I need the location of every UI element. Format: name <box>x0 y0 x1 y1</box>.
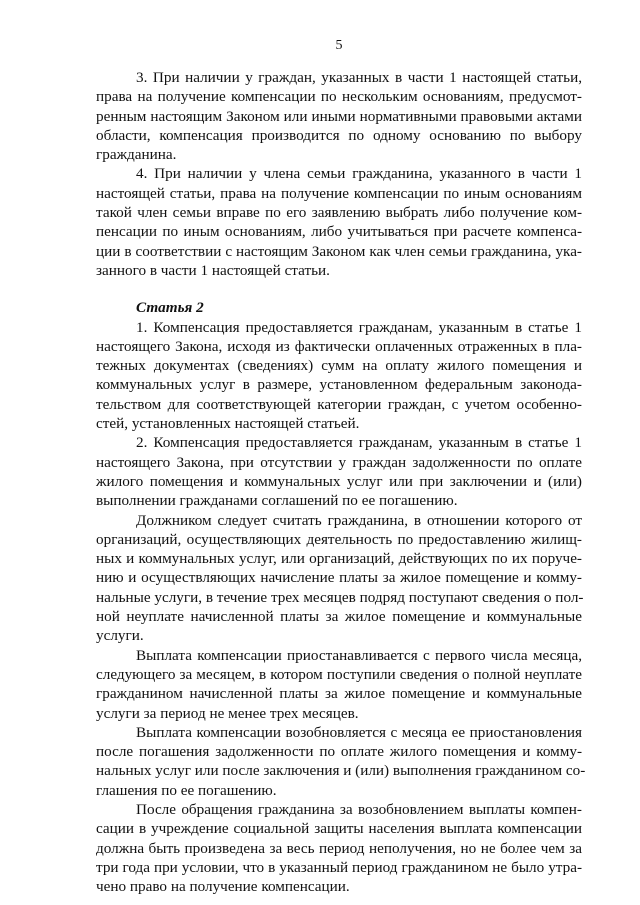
paragraph-line: занного в части 1 настоящей статьи. <box>96 261 330 279</box>
paragraphs-before-heading <box>96 68 582 280</box>
paragraph-line: стей, установленных настоящей статьей. <box>96 415 360 433</box>
paragraph-line: нальные услуги, в течение трех месяцев подряд поступают сведения о пол- <box>96 588 584 606</box>
paragraph-line: ции в соответствии с настоящим Законом как член семьи гражданина, ука- <box>96 242 582 260</box>
paragraph-line: услуги. <box>96 627 144 645</box>
paragraph <box>96 723 586 800</box>
paragraph-line: услуги за период не менее трех месяцев. <box>96 704 359 722</box>
paragraph-line: нию и осуществляющих начисление платы за жилое помещение и комму- <box>96 569 582 587</box>
paragraph-line: права на получение компенсации по нескольким основаниям, предусмот- <box>96 88 582 106</box>
paragraph-line: сации в учреждение социальной защиты населения выплата компенсации <box>96 820 582 838</box>
paragraph <box>96 164 582 280</box>
paragraph-line: такой член семьи вправе по его заявлению выбрать либо получение ком- <box>96 204 582 222</box>
paragraph-line: После обращения гражданина за возобновлением выплаты компен- <box>136 800 582 818</box>
paragraph <box>96 318 582 434</box>
paragraph-line: выполнении гражданами соглашений по ее погашению. <box>96 492 458 510</box>
document-body <box>96 68 586 896</box>
paragraph-line: области, компенсация производится по одному основанию по выбору <box>96 126 582 144</box>
paragraph-line: коммунальных услуг в размере, установленном федеральным законода- <box>96 376 582 394</box>
paragraph-line: настоящего Закона, при отсутствии у граждан задолженности по оплате <box>96 453 582 471</box>
paragraph-line: 2. Компенсация предоставляется гражданам, указанным в статье 1 <box>136 434 582 452</box>
paragraph-line: нальных услуг или после заключения и (или) выполнения гражданином со- <box>96 762 586 780</box>
paragraph-line: три года при условии, что в указанный период гражданином не было утра- <box>96 858 582 876</box>
paragraph-line: тельством для соответствующей категории граждан, с учетом особенно- <box>96 395 582 413</box>
paragraph-line: ренным настоящим Законом или иными нормативными правовыми актами <box>96 107 582 125</box>
paragraph-line: Должником следует считать гражданина, в отношении которого от <box>136 511 582 529</box>
paragraph-line: организаций, осуществляющих деятельность по предоставлению жилищ- <box>96 530 582 548</box>
article-heading: Статья 2 <box>136 299 204 317</box>
paragraph-line: глашения по ее погашению. <box>96 781 277 799</box>
paragraph-line: ных и коммунальных услуг, или организаций, действующих по их поруче- <box>96 550 582 568</box>
paragraph <box>96 433 582 510</box>
paragraph-line: настоящей статьи, права на получение компенсации по иным основаниям <box>96 184 582 202</box>
paragraph-line: следующего за месяцем, в котором поступили сведения о полной неуплате <box>96 665 582 683</box>
paragraph-line: Выплата компенсации приостанавливается с первого числа месяца, <box>136 646 582 664</box>
page-number: 5 <box>335 38 343 53</box>
paragraph-line: 4. При наличии у члена семьи гражданина, указанного в части 1 <box>136 165 582 183</box>
paragraph-line: тежных документах (сведениях) сумм на оплату жилого помещения и <box>96 357 582 375</box>
paragraph-line: жилого помещения и коммунальных услуг или при заключении и (или) <box>96 472 582 490</box>
paragraph-line: после погашения задолженности по оплате жилого помещения и комму- <box>96 743 582 761</box>
paragraphs-after-heading <box>96 318 586 897</box>
paragraph-line: гражданином начисленной платы за жилое помещение и коммунальные <box>96 685 582 703</box>
paragraph <box>96 646 582 723</box>
paragraph-line: 1. Компенсация предоставляется гражданам, указанным в статье 1 <box>136 318 582 336</box>
paragraph-line: пенсации по иным основаниям, либо учитываться при расчете компенса- <box>96 223 582 241</box>
paragraph-line: чено право на получение компенсации. <box>96 878 350 896</box>
paragraph-line: Выплата компенсации возобновляется с месяца ее приостановления <box>136 723 582 741</box>
paragraph-line: настоящего Закона, исходя из фактически оплаченных отраженных в пла- <box>96 337 582 355</box>
paragraph-line: 3. При наличии у граждан, указанных в части 1 настоящей статьи, <box>136 69 582 86</box>
paragraph <box>96 511 582 646</box>
paragraph <box>96 800 582 896</box>
paragraph <box>96 68 582 164</box>
paragraph-line: должна быть произведена за весь период неполучения, но не более чем за <box>96 839 582 857</box>
paragraph-line: гражданина. <box>96 146 177 164</box>
paragraph-line: ной неуплате начисленной платы за жилое помещение и коммунальные <box>96 608 582 626</box>
